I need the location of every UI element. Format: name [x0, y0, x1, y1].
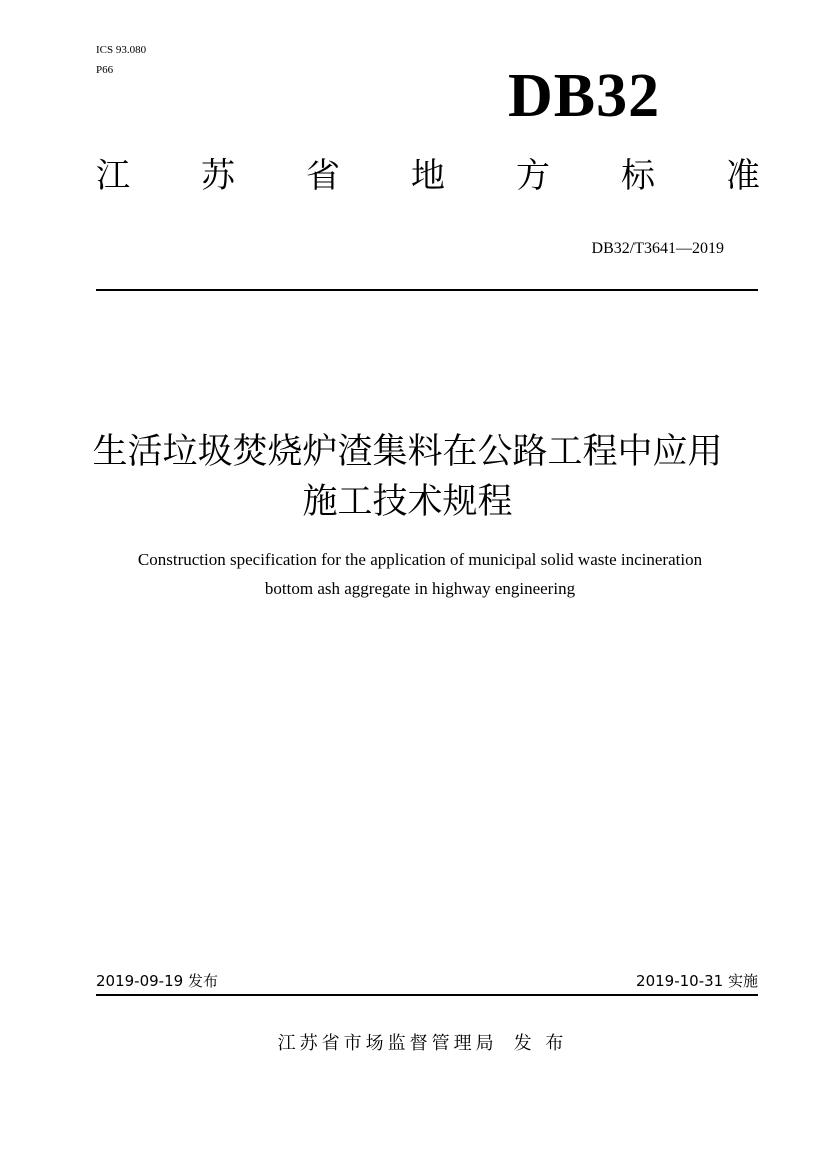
title-english-line1: Construction specification for the application of municipal solid waste incineration — [137, 550, 703, 569]
implementation-date: 2019-10-31 实施 — [636, 972, 758, 990]
standard-type-char: 江 — [96, 155, 130, 196]
issue-date: 2019-09-19 发布 — [96, 972, 218, 990]
ics-code: ICS 93.080 — [96, 44, 147, 56]
standard-type-char: 地 — [411, 155, 445, 196]
standard-type-char: 准 — [726, 155, 760, 196]
standard-type-char: 方 — [516, 155, 550, 196]
standard-type-char: 标 — [621, 155, 655, 196]
standard-type-heading — [96, 148, 760, 196]
title-chinese-line1: 生活垃圾焚烧炉渣集料在公路工程中应用 — [92, 432, 723, 472]
standard-type-char: 苏 — [201, 155, 235, 196]
title-english-line2: bottom ash aggregate in highway engineering — [264, 579, 576, 598]
standard-number: DB32/T3641—2019 — [591, 240, 724, 257]
issuer-name: 江苏省市场监督管理局 — [277, 1033, 498, 1054]
issuing-authority — [0, 1029, 815, 1055]
bottom-divider — [96, 994, 758, 996]
standard-type-char: 省 — [306, 155, 340, 196]
top-divider — [96, 289, 758, 291]
standard-logo: DB32 — [508, 62, 661, 130]
issuer-action: 发 布 — [513, 1033, 568, 1054]
title-chinese-line2: 施工技术规程 — [302, 482, 513, 522]
ccs-code: P66 — [96, 64, 114, 76]
